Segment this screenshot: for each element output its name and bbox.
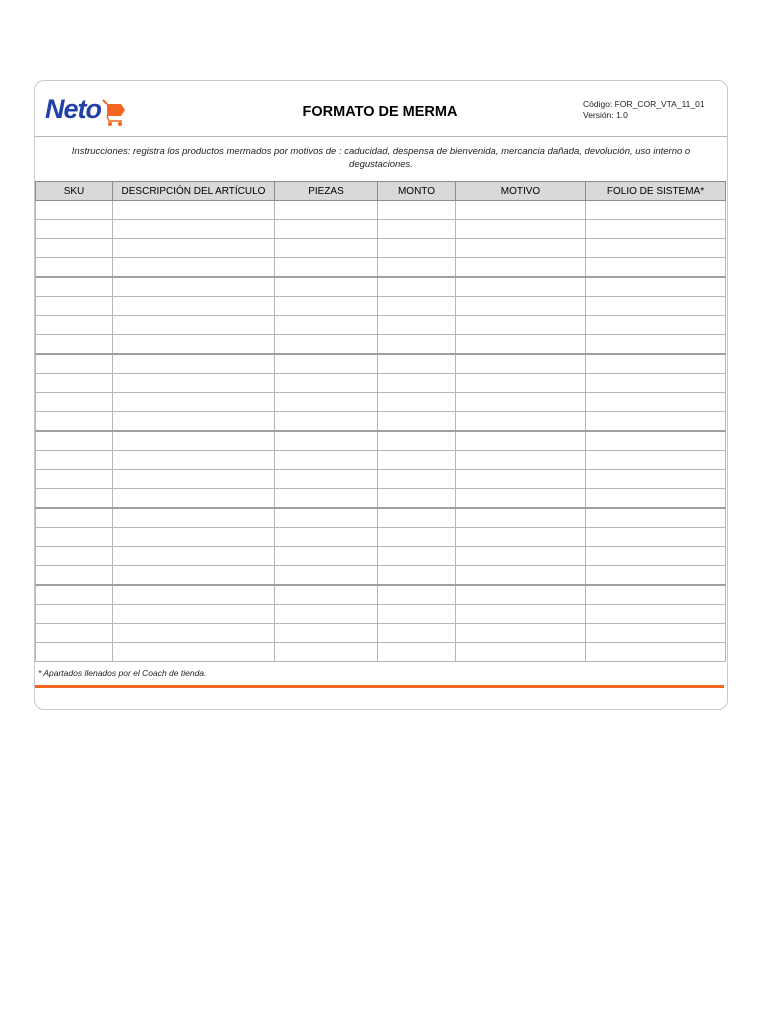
cell-monto[interactable] [378,547,456,566]
cell-sku[interactable] [36,585,113,605]
cell-motivo[interactable] [456,335,586,355]
cell-motivo[interactable] [456,316,586,335]
cell-monto[interactable] [378,470,456,489]
cart-wheel-left [108,122,112,126]
cell-sku[interactable] [36,335,113,355]
column-header-motivo: MOTIVO [456,182,586,201]
table-row [36,393,726,412]
cell-descripcion[interactable] [113,220,275,239]
cell-folio[interactable] [586,624,726,643]
cell-motivo[interactable] [456,431,586,451]
cell-motivo[interactable] [456,643,586,662]
cell-folio[interactable] [586,643,726,662]
cell-descripcion[interactable] [113,393,275,412]
cell-sku[interactable] [36,374,113,393]
table-row [36,277,726,297]
cell-monto[interactable] [378,297,456,316]
cell-monto[interactable] [378,354,456,374]
cell-piezas[interactable] [275,277,378,297]
cell-folio[interactable] [586,201,726,220]
cell-piezas[interactable] [275,335,378,355]
cell-descripcion[interactable] [113,585,275,605]
cell-piezas[interactable] [275,566,378,586]
cell-motivo[interactable] [456,528,586,547]
cell-sku[interactable] [36,431,113,451]
cell-sku[interactable] [36,528,113,547]
cell-sku[interactable] [36,508,113,528]
cell-piezas[interactable] [275,624,378,643]
orange-accent-line [35,685,724,688]
cell-descripcion[interactable] [113,431,275,451]
cell-piezas[interactable] [275,451,378,470]
cell-folio[interactable] [586,547,726,566]
cell-folio[interactable] [586,258,726,278]
column-header-monto: MONTO [378,182,456,201]
table-row [36,431,726,451]
cell-sku[interactable] [36,547,113,566]
cell-monto[interactable] [378,316,456,335]
cell-folio[interactable] [586,412,726,432]
cell-motivo[interactable] [456,489,586,509]
cell-folio[interactable] [586,316,726,335]
cell-descripcion[interactable] [113,354,275,374]
table-row [36,451,726,470]
cell-folio[interactable] [586,431,726,451]
cell-descripcion[interactable] [113,643,275,662]
cell-piezas[interactable] [275,470,378,489]
form-meta [583,99,705,120]
cell-piezas[interactable] [275,316,378,335]
cell-piezas[interactable] [275,220,378,239]
cell-piezas[interactable] [275,201,378,220]
cell-folio[interactable] [586,374,726,393]
table-row [36,412,726,432]
cell-motivo[interactable] [456,585,586,605]
table-body [36,201,726,662]
cell-folio[interactable] [586,335,726,355]
cell-folio[interactable] [586,508,726,528]
cell-piezas[interactable] [275,431,378,451]
cart-wheel-right [118,122,122,126]
cell-motivo[interactable] [456,547,586,566]
cell-piezas[interactable] [275,412,378,432]
table-row [36,374,726,393]
cell-folio[interactable] [586,451,726,470]
cell-motivo[interactable] [456,374,586,393]
cell-sku[interactable] [36,297,113,316]
cell-piezas[interactable] [275,489,378,509]
cell-monto[interactable] [378,451,456,470]
cell-piezas[interactable] [275,528,378,547]
cell-sku[interactable] [36,489,113,509]
table-row [36,585,726,605]
cell-piezas[interactable] [275,393,378,412]
cell-monto[interactable] [378,277,456,297]
footnote: * Apartados llenados por el Coach de tienda. [38,668,207,678]
neto-logo [43,94,143,130]
cell-sku[interactable] [36,316,113,335]
cell-descripcion[interactable] [113,412,275,432]
cell-motivo[interactable] [456,354,586,374]
cell-piezas[interactable] [275,354,378,374]
table-row [36,354,726,374]
cell-descripcion[interactable] [113,258,275,278]
cell-monto[interactable] [378,393,456,412]
cell-folio[interactable] [586,393,726,412]
cell-motivo[interactable] [456,297,586,316]
cell-descripcion[interactable] [113,451,275,470]
cell-sku[interactable] [36,451,113,470]
cell-motivo[interactable] [456,470,586,489]
cell-motivo[interactable] [456,393,586,412]
cell-motivo[interactable] [456,508,586,528]
cell-folio[interactable] [586,239,726,258]
cell-descripcion[interactable] [113,489,275,509]
cell-folio[interactable] [586,470,726,489]
cell-monto[interactable] [378,566,456,586]
table-row [36,566,726,586]
cell-monto[interactable] [378,585,456,605]
cell-motivo[interactable] [456,605,586,624]
cell-descripcion[interactable] [113,297,275,316]
column-header-folio: FOLIO DE SISTEMA* [586,182,726,201]
cell-sku[interactable] [36,239,113,258]
table-row [36,528,726,547]
cell-folio[interactable] [586,354,726,374]
cell-monto[interactable] [378,220,456,239]
cell-motivo[interactable] [456,412,586,432]
cell-monto[interactable] [378,201,456,220]
cell-motivo[interactable] [456,566,586,586]
cell-piezas[interactable] [275,605,378,624]
cell-folio[interactable] [586,220,726,239]
table-row [36,489,726,509]
cell-motivo[interactable] [456,624,586,643]
cell-sku[interactable] [36,412,113,432]
column-header-piezas: PIEZAS [275,182,378,201]
cell-sku[interactable] [36,393,113,412]
cell-sku[interactable] [36,470,113,489]
table-row [36,470,726,489]
cell-folio[interactable] [586,297,726,316]
cell-descripcion[interactable] [113,624,275,643]
table-row [36,624,726,643]
column-header-sku: SKU [36,182,113,201]
table-row [36,508,726,528]
table-header-row [36,182,726,201]
form-header [35,81,727,137]
form-version: Versión: 1.0 [583,109,628,120]
cell-descripcion[interactable] [113,374,275,393]
table-row [36,220,726,239]
cell-descripcion[interactable] [113,566,275,586]
cell-monto[interactable] [378,239,456,258]
cell-piezas[interactable] [275,297,378,316]
form-sheet [34,80,728,710]
cell-monto[interactable] [378,258,456,278]
cell-descripcion[interactable] [113,508,275,528]
cell-monto[interactable] [378,624,456,643]
cell-sku[interactable] [36,566,113,586]
cell-monto[interactable] [378,374,456,393]
cell-motivo[interactable] [456,451,586,470]
cell-folio[interactable] [586,566,726,586]
cell-folio[interactable] [586,585,726,605]
cell-descripcion[interactable] [113,316,275,335]
cell-folio[interactable] [586,277,726,297]
cell-monto[interactable] [378,605,456,624]
cell-descripcion[interactable] [113,277,275,297]
form-code: Código: FOR_COR_VTA_11_01 [583,99,705,109]
cell-folio[interactable] [586,489,726,509]
cell-descripcion[interactable] [113,239,275,258]
cell-motivo[interactable] [456,220,586,239]
cell-motivo[interactable] [456,277,586,297]
cell-monto[interactable] [378,528,456,547]
cell-monto[interactable] [378,412,456,432]
merma-table [35,181,726,662]
cell-motivo[interactable] [456,239,586,258]
cell-sku[interactable] [36,220,113,239]
cell-piezas[interactable] [275,258,378,278]
cell-sku[interactable] [36,643,113,662]
table-row [36,201,726,220]
cell-monto[interactable] [378,431,456,451]
cell-descripcion[interactable] [113,335,275,355]
cell-piezas[interactable] [275,585,378,605]
cell-piezas[interactable] [275,508,378,528]
cell-piezas[interactable] [275,239,378,258]
cell-monto[interactable] [378,335,456,355]
cell-piezas[interactable] [275,547,378,566]
table-row [36,335,726,355]
cell-sku[interactable] [36,605,113,624]
cell-descripcion[interactable] [113,528,275,547]
table-row [36,239,726,258]
cell-monto[interactable] [378,489,456,509]
cell-descripcion[interactable] [113,470,275,489]
form-title: FORMATO DE MERMA [302,104,458,120]
table-row [36,316,726,335]
logo-wordmark: Neto [45,94,101,124]
column-header-descripcion: DESCRIPCIÓN DEL ARTÍCULO [113,182,275,201]
table-row [36,258,726,278]
cell-motivo[interactable] [456,258,586,278]
cell-piezas[interactable] [275,374,378,393]
cell-folio[interactable] [586,605,726,624]
cell-sku[interactable] [36,201,113,220]
table-row [36,643,726,662]
cell-monto[interactable] [378,508,456,528]
cart-icon-body [107,104,125,116]
table-row [36,297,726,316]
cell-descripcion[interactable] [113,201,275,220]
table-row [36,605,726,624]
cell-monto[interactable] [378,643,456,662]
cell-descripcion[interactable] [113,605,275,624]
instructions-text: Instrucciones: registra los productos mermados por motivos de : caducidad, despensa de bienvenida, mercancia dañada, devolución, uso interno o degustaciones. [71,146,691,170]
cell-sku[interactable] [36,277,113,297]
table-row [36,547,726,566]
cell-descripcion[interactable] [113,547,275,566]
cell-sku[interactable] [36,354,113,374]
cell-piezas[interactable] [275,643,378,662]
cell-folio[interactable] [586,528,726,547]
cell-sku[interactable] [36,258,113,278]
cell-sku[interactable] [36,624,113,643]
cell-motivo[interactable] [456,201,586,220]
